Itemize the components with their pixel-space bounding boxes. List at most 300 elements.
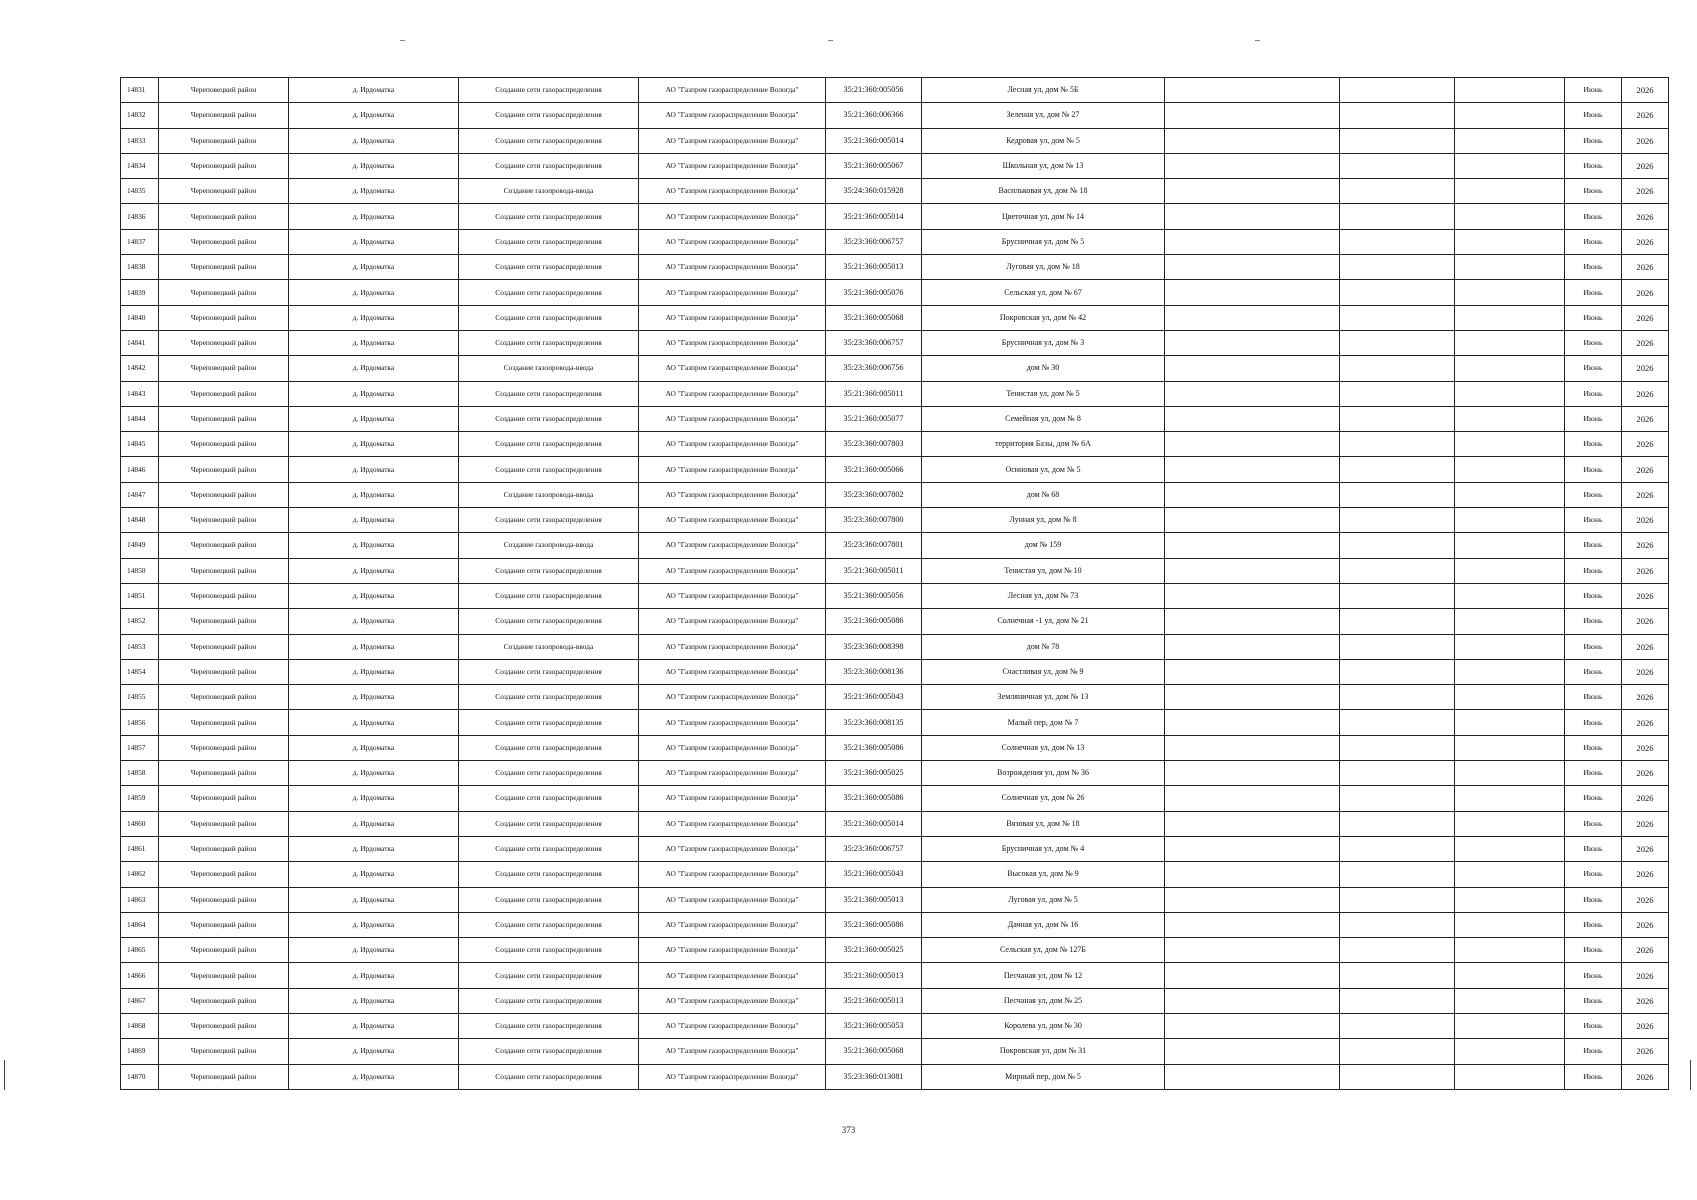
municipality-cell: Череповецкий район (159, 128, 289, 153)
row-number: 14845 (121, 432, 159, 457)
empty-cell (1455, 912, 1565, 937)
scan-mark (1255, 40, 1260, 41)
address-cell: Брусничная ул, дом № 4 (922, 836, 1165, 861)
empty-cell (1165, 153, 1340, 178)
month-cell: Июнь (1565, 609, 1622, 634)
empty-cell (1165, 356, 1340, 381)
month-cell: Июнь (1565, 988, 1622, 1013)
municipality-cell: Череповецкий район (159, 255, 289, 280)
month-cell: Июнь (1565, 735, 1622, 760)
month-cell: Июнь (1565, 533, 1622, 558)
table-row (121, 508, 1669, 533)
month-cell: Июнь (1565, 103, 1622, 128)
year-cell: 2026 (1622, 558, 1669, 583)
empty-cell (1455, 887, 1565, 912)
empty-cell (1165, 482, 1340, 507)
cadastral-number-cell: 35:21:360:005013 (826, 963, 922, 988)
address-cell: Сельская ул, дом № 67 (922, 280, 1165, 305)
settlement-cell: д. Ирдоматка (289, 786, 459, 811)
year-cell: 2026 (1622, 305, 1669, 330)
empty-cell (1455, 381, 1565, 406)
month-cell: Июнь (1565, 432, 1622, 457)
gasification-schedule-table (120, 77, 1669, 1090)
contractor-cell: АО "Газпром газораспределение Вологда" (639, 963, 826, 988)
year-cell: 2026 (1622, 761, 1669, 786)
year-cell: 2026 (1622, 128, 1669, 153)
row-number: 14855 (121, 685, 159, 710)
municipality-cell: Череповецкий район (159, 558, 289, 583)
month-cell: Июнь (1565, 811, 1622, 836)
row-number: 14859 (121, 786, 159, 811)
empty-cell (1455, 103, 1565, 128)
empty-cell (1455, 533, 1565, 558)
year-cell: 2026 (1622, 457, 1669, 482)
year-cell: 2026 (1622, 330, 1669, 355)
cadastral-number-cell: 35:21:360:005025 (826, 938, 922, 963)
work-type-cell: Создание сети газораспределения (459, 229, 639, 254)
empty-cell (1455, 229, 1565, 254)
empty-cell (1340, 761, 1455, 786)
municipality-cell: Череповецкий район (159, 179, 289, 204)
work-type-cell: Создание сети газораспределения (459, 963, 639, 988)
empty-cell (1455, 685, 1565, 710)
municipality-cell: Череповецкий район (159, 406, 289, 431)
year-cell: 2026 (1622, 1013, 1669, 1038)
row-number: 14849 (121, 533, 159, 558)
empty-cell (1455, 280, 1565, 305)
page-number: 373 (841, 1125, 856, 1135)
settlement-cell: д. Ирдоматка (289, 508, 459, 533)
municipality-cell: Череповецкий район (159, 634, 289, 659)
municipality-cell: Череповецкий район (159, 912, 289, 937)
row-number: 14843 (121, 381, 159, 406)
empty-cell (1340, 862, 1455, 887)
year-cell: 2026 (1622, 988, 1669, 1013)
cadastral-number-cell: 35:21:360:005043 (826, 685, 922, 710)
month-cell: Июнь (1565, 938, 1622, 963)
empty-cell (1165, 710, 1340, 735)
year-cell: 2026 (1622, 356, 1669, 381)
empty-cell (1165, 508, 1340, 533)
empty-cell (1340, 1013, 1455, 1038)
work-type-cell: Создание сети газораспределения (459, 887, 639, 912)
row-number: 14857 (121, 735, 159, 760)
table-row (121, 533, 1669, 558)
empty-cell (1455, 1064, 1565, 1089)
work-type-cell: Создание сети газораспределения (459, 786, 639, 811)
municipality-cell: Череповецкий район (159, 1013, 289, 1038)
empty-cell (1165, 229, 1340, 254)
cadastral-number-cell: 35:23:360:008136 (826, 659, 922, 684)
empty-cell (1165, 330, 1340, 355)
settlement-cell: д. Ирдоматка (289, 305, 459, 330)
empty-cell (1340, 659, 1455, 684)
work-type-cell: Создание сети газораспределения (459, 988, 639, 1013)
empty-cell (1340, 811, 1455, 836)
row-number: 14841 (121, 330, 159, 355)
settlement-cell: д. Ирдоматка (289, 78, 459, 103)
empty-cell (1340, 482, 1455, 507)
empty-cell (1340, 128, 1455, 153)
empty-cell (1455, 811, 1565, 836)
empty-cell (1455, 558, 1565, 583)
table-body (121, 78, 1669, 1090)
row-number: 14839 (121, 280, 159, 305)
year-cell: 2026 (1622, 432, 1669, 457)
month-cell: Июнь (1565, 406, 1622, 431)
work-type-cell: Создание сети газораспределения (459, 912, 639, 937)
row-number: 14840 (121, 305, 159, 330)
settlement-cell: д. Ирдоматка (289, 963, 459, 988)
empty-cell (1165, 558, 1340, 583)
settlement-cell: д. Ирдоматка (289, 710, 459, 735)
municipality-cell: Череповецкий район (159, 836, 289, 861)
contractor-cell: АО "Газпром газораспределение Вологда" (639, 280, 826, 305)
empty-cell (1340, 609, 1455, 634)
table-row (121, 356, 1669, 381)
empty-cell (1165, 583, 1340, 608)
row-number: 14865 (121, 938, 159, 963)
municipality-cell: Череповецкий район (159, 659, 289, 684)
address-cell: Возрождения ул, дом № 36 (922, 761, 1165, 786)
year-cell: 2026 (1622, 912, 1669, 937)
year-cell: 2026 (1622, 280, 1669, 305)
cadastral-number-cell: 35:21:360:005077 (826, 406, 922, 431)
empty-cell (1340, 887, 1455, 912)
row-number: 14842 (121, 356, 159, 381)
municipality-cell: Череповецкий район (159, 685, 289, 710)
cadastral-number-cell: 35:23:360:008398 (826, 634, 922, 659)
empty-cell (1340, 912, 1455, 937)
cadastral-number-cell: 35:21:360:005056 (826, 78, 922, 103)
address-cell: Земляничная ул, дом № 13 (922, 685, 1165, 710)
empty-cell (1340, 179, 1455, 204)
month-cell: Июнь (1565, 761, 1622, 786)
empty-cell (1455, 609, 1565, 634)
row-number: 14858 (121, 761, 159, 786)
municipality-cell: Череповецкий район (159, 609, 289, 634)
contractor-cell: АО "Газпром газораспределение Вологда" (639, 78, 826, 103)
row-number: 14837 (121, 229, 159, 254)
contractor-cell: АО "Газпром газораспределение Вологда" (639, 836, 826, 861)
settlement-cell: д. Ирдоматка (289, 482, 459, 507)
table-row (121, 280, 1669, 305)
empty-cell (1455, 659, 1565, 684)
contractor-cell: АО "Газпром газораспределение Вологда" (639, 938, 826, 963)
work-type-cell: Создание сети газораспределения (459, 255, 639, 280)
table-row (121, 204, 1669, 229)
contractor-cell: АО "Газпром газораспределение Вологда" (639, 330, 826, 355)
cadastral-number-cell: 35:23:360:006757 (826, 229, 922, 254)
year-cell: 2026 (1622, 659, 1669, 684)
municipality-cell: Череповецкий район (159, 153, 289, 178)
work-type-cell: Создание сети газораспределения (459, 1013, 639, 1038)
empty-cell (1165, 862, 1340, 887)
settlement-cell: д. Ирдоматка (289, 887, 459, 912)
year-cell: 2026 (1622, 735, 1669, 760)
row-number: 14854 (121, 659, 159, 684)
month-cell: Июнь (1565, 963, 1622, 988)
work-type-cell: Создание сети газораспределения (459, 938, 639, 963)
empty-cell (1455, 153, 1565, 178)
address-cell: территория Базы, дом № 6А (922, 432, 1165, 457)
contractor-cell: АО "Газпром газораспределение Вологда" (639, 1039, 826, 1064)
work-type-cell: Создание газопровода-ввода (459, 533, 639, 558)
address-cell: Мирный пер, дом № 5 (922, 1064, 1165, 1089)
empty-cell (1455, 508, 1565, 533)
empty-cell (1455, 735, 1565, 760)
address-cell: Песчаная ул, дом № 25 (922, 988, 1165, 1013)
work-type-cell: Создание сети газораспределения (459, 381, 639, 406)
contractor-cell: АО "Газпром газораспределение Вологда" (639, 255, 826, 280)
settlement-cell: д. Ирдоматка (289, 836, 459, 861)
address-cell: дом № 68 (922, 482, 1165, 507)
empty-cell (1455, 938, 1565, 963)
contractor-cell: АО "Газпром газораспределение Вологда" (639, 558, 826, 583)
cadastral-number-cell: 35:21:360:005025 (826, 761, 922, 786)
work-type-cell: Создание сети газораспределения (459, 685, 639, 710)
settlement-cell: д. Ирдоматка (289, 330, 459, 355)
month-cell: Июнь (1565, 255, 1622, 280)
cadastral-number-cell: 35:21:360:005053 (826, 1013, 922, 1038)
month-cell: Июнь (1565, 78, 1622, 103)
municipality-cell: Череповецкий район (159, 1064, 289, 1089)
row-number: 14870 (121, 1064, 159, 1089)
municipality-cell: Череповецкий район (159, 508, 289, 533)
empty-cell (1455, 356, 1565, 381)
empty-cell (1165, 381, 1340, 406)
cadastral-number-cell: 35:21:360:005013 (826, 988, 922, 1013)
empty-cell (1455, 963, 1565, 988)
row-number: 14862 (121, 862, 159, 887)
empty-cell (1455, 255, 1565, 280)
contractor-cell: АО "Газпром газораспределение Вологда" (639, 609, 826, 634)
address-cell: Семейная ул, дом № 8 (922, 406, 1165, 431)
cadastral-number-cell: 35:23:360:013081 (826, 1064, 922, 1089)
row-number: 14834 (121, 153, 159, 178)
empty-cell (1455, 1013, 1565, 1038)
work-type-cell: Создание сети газораспределения (459, 508, 639, 533)
contractor-cell: АО "Газпром газораспределение Вологда" (639, 381, 826, 406)
empty-cell (1455, 988, 1565, 1013)
month-cell: Июнь (1565, 659, 1622, 684)
empty-cell (1340, 710, 1455, 735)
month-cell: Июнь (1565, 280, 1622, 305)
row-number: 14852 (121, 609, 159, 634)
empty-cell (1165, 786, 1340, 811)
settlement-cell: д. Ирдоматка (289, 659, 459, 684)
month-cell: Июнь (1565, 153, 1622, 178)
month-cell: Июнь (1565, 330, 1622, 355)
work-type-cell: Создание газопровода-ввода (459, 356, 639, 381)
empty-cell (1455, 78, 1565, 103)
month-cell: Июнь (1565, 128, 1622, 153)
table-row (121, 761, 1669, 786)
year-cell: 2026 (1622, 78, 1669, 103)
cadastral-number-cell: 35:21:360:005014 (826, 204, 922, 229)
row-number: 14861 (121, 836, 159, 861)
empty-cell (1340, 988, 1455, 1013)
row-number: 14853 (121, 634, 159, 659)
address-cell: Малый пер, дом № 7 (922, 710, 1165, 735)
address-cell: дом № 78 (922, 634, 1165, 659)
address-cell: Луговая ул, дом № 5 (922, 887, 1165, 912)
empty-cell (1165, 659, 1340, 684)
empty-cell (1165, 634, 1340, 659)
municipality-cell: Череповецкий район (159, 1039, 289, 1064)
address-cell: Сельская ул, дом № 127Б (922, 938, 1165, 963)
table-row (121, 811, 1669, 836)
table-row (121, 128, 1669, 153)
year-cell: 2026 (1622, 179, 1669, 204)
row-number: 14860 (121, 811, 159, 836)
empty-cell (1165, 836, 1340, 861)
empty-cell (1340, 457, 1455, 482)
municipality-cell: Череповецкий район (159, 204, 289, 229)
scan-mark (400, 40, 405, 41)
empty-cell (1340, 583, 1455, 608)
table-row (121, 255, 1669, 280)
table-row (121, 482, 1669, 507)
empty-cell (1165, 78, 1340, 103)
cadastral-number-cell: 35:21:360:005013 (826, 255, 922, 280)
municipality-cell: Череповецкий район (159, 305, 289, 330)
contractor-cell: АО "Газпром газораспределение Вологда" (639, 103, 826, 128)
empty-cell (1165, 406, 1340, 431)
month-cell: Июнь (1565, 179, 1622, 204)
work-type-cell: Создание сети газораспределения (459, 1064, 639, 1089)
table-row (121, 78, 1669, 103)
contractor-cell: АО "Газпром газораспределение Вологда" (639, 204, 826, 229)
work-type-cell: Создание сети газораспределения (459, 558, 639, 583)
contractor-cell: АО "Газпром газораспределение Вологда" (639, 786, 826, 811)
address-cell: Цветочная ул, дом № 14 (922, 204, 1165, 229)
month-cell: Июнь (1565, 508, 1622, 533)
empty-cell (1455, 862, 1565, 887)
table-row (121, 381, 1669, 406)
empty-cell (1165, 305, 1340, 330)
municipality-cell: Череповецкий район (159, 432, 289, 457)
year-cell: 2026 (1622, 609, 1669, 634)
table-row (121, 179, 1669, 204)
settlement-cell: д. Ирдоматка (289, 432, 459, 457)
settlement-cell: д. Ирдоматка (289, 1039, 459, 1064)
contractor-cell: АО "Газпром газораспределение Вологда" (639, 432, 826, 457)
cadastral-number-cell: 35:21:360:005086 (826, 735, 922, 760)
work-type-cell: Создание сети газораспределения (459, 305, 639, 330)
settlement-cell: д. Ирдоматка (289, 609, 459, 634)
empty-cell (1340, 406, 1455, 431)
table-row (121, 1064, 1669, 1089)
address-cell: Дачная ул, дом № 16 (922, 912, 1165, 937)
table-row (121, 153, 1669, 178)
settlement-cell: д. Ирдоматка (289, 735, 459, 760)
settlement-cell: д. Ирдоматка (289, 457, 459, 482)
work-type-cell: Создание газопровода-ввода (459, 634, 639, 659)
empty-cell (1340, 1039, 1455, 1064)
month-cell: Июнь (1565, 1013, 1622, 1038)
contractor-cell: АО "Газпром газораспределение Вологда" (639, 887, 826, 912)
settlement-cell: д. Ирдоматка (289, 204, 459, 229)
empty-cell (1165, 761, 1340, 786)
contractor-cell: АО "Газпром газораспределение Вологда" (639, 305, 826, 330)
cadastral-number-cell: 35:21:360:005066 (826, 457, 922, 482)
address-cell: Покровская ул, дом № 42 (922, 305, 1165, 330)
month-cell: Июнь (1565, 685, 1622, 710)
table-row (121, 558, 1669, 583)
year-cell: 2026 (1622, 204, 1669, 229)
contractor-cell: АО "Газпром газораспределение Вологда" (639, 482, 826, 507)
work-type-cell: Создание сети газораспределения (459, 811, 639, 836)
table-row (121, 786, 1669, 811)
municipality-cell: Череповецкий район (159, 887, 289, 912)
cadastral-number-cell: 35:21:360:005086 (826, 786, 922, 811)
settlement-cell: д. Ирдоматка (289, 811, 459, 836)
settlement-cell: д. Ирдоматка (289, 1064, 459, 1089)
contractor-cell: АО "Газпром газораспределение Вологда" (639, 710, 826, 735)
row-number: 14868 (121, 1013, 159, 1038)
municipality-cell: Череповецкий район (159, 583, 289, 608)
table-row (121, 1013, 1669, 1038)
empty-cell (1165, 103, 1340, 128)
empty-cell (1455, 128, 1565, 153)
empty-cell (1340, 836, 1455, 861)
year-cell: 2026 (1622, 583, 1669, 608)
contractor-cell: АО "Газпром газораспределение Вологда" (639, 583, 826, 608)
work-type-cell: Создание сети газораспределения (459, 330, 639, 355)
work-type-cell: Создание сети газораспределения (459, 761, 639, 786)
table-row (121, 710, 1669, 735)
empty-cell (1165, 685, 1340, 710)
address-cell: Зеленая ул, дом № 27 (922, 103, 1165, 128)
contractor-cell: АО "Газпром газораспределение Вологда" (639, 179, 826, 204)
contractor-cell: АО "Газпром газораспределение Вологда" (639, 406, 826, 431)
municipality-cell: Череповецкий район (159, 78, 289, 103)
cadastral-number-cell: 35:23:360:007801 (826, 533, 922, 558)
settlement-cell: д. Ирдоматка (289, 558, 459, 583)
work-type-cell: Создание сети газораспределения (459, 659, 639, 684)
work-type-cell: Создание сети газораспределения (459, 128, 639, 153)
municipality-cell: Череповецкий район (159, 862, 289, 887)
contractor-cell: АО "Газпром газораспределение Вологда" (639, 457, 826, 482)
work-type-cell: Создание сети газораспределения (459, 204, 639, 229)
empty-cell (1340, 938, 1455, 963)
cadastral-number-cell: 35:21:360:005013 (826, 887, 922, 912)
empty-cell (1455, 330, 1565, 355)
address-cell: Лесная ул, дом № 73 (922, 583, 1165, 608)
year-cell: 2026 (1622, 255, 1669, 280)
cadastral-number-cell: 35:21:360:006366 (826, 103, 922, 128)
empty-cell (1340, 204, 1455, 229)
year-cell: 2026 (1622, 1064, 1669, 1089)
settlement-cell: д. Ирдоматка (289, 229, 459, 254)
municipality-cell: Череповецкий район (159, 229, 289, 254)
work-type-cell: Создание сети газораспределения (459, 836, 639, 861)
empty-cell (1340, 432, 1455, 457)
empty-cell (1165, 457, 1340, 482)
cadastral-number-cell: 35:21:360:005011 (826, 558, 922, 583)
row-number: 14863 (121, 887, 159, 912)
table-row (121, 634, 1669, 659)
settlement-cell: д. Ирдоматка (289, 912, 459, 937)
month-cell: Июнь (1565, 381, 1622, 406)
contractor-cell: АО "Газпром газораспределение Вологда" (639, 128, 826, 153)
empty-cell (1340, 153, 1455, 178)
address-cell: Брусничная ул, дом № 5 (922, 229, 1165, 254)
municipality-cell: Череповецкий район (159, 356, 289, 381)
settlement-cell: д. Ирдоматка (289, 761, 459, 786)
empty-cell (1165, 204, 1340, 229)
